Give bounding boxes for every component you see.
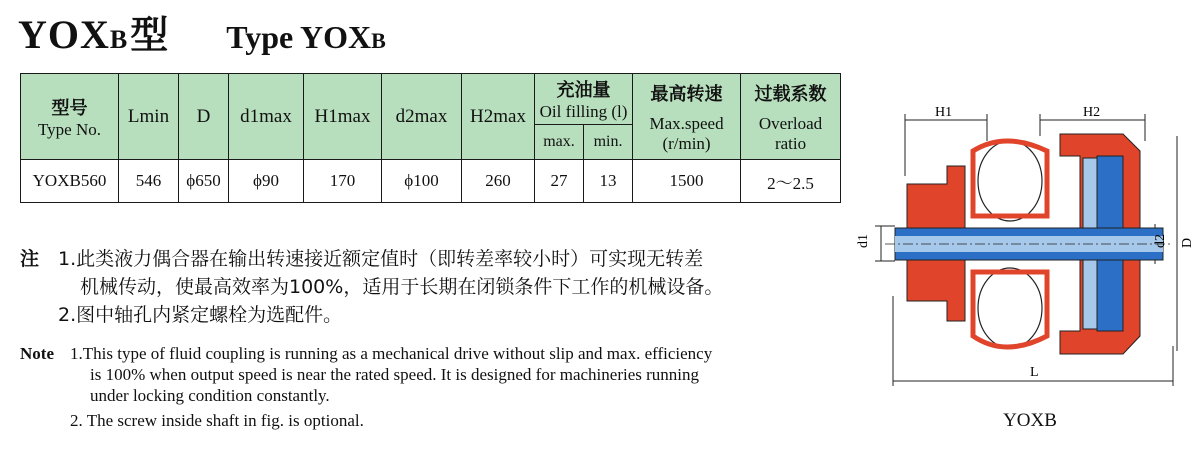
title-main: YOXB (18, 12, 129, 57)
cell-oil-max: 27 (535, 160, 584, 203)
notes-cn-line1b: 机械传动，使最高效率为100%，适用于长期在闭锁条件下工作的机械设备。 (80, 276, 724, 298)
notes-cn-line1: 1.此类液力偶合器在输出转速接近额定值时（即转差率较小时）可实现无转差 (58, 248, 704, 270)
dim-L: L (1030, 365, 1039, 380)
cell-lmin: 546 (119, 160, 179, 203)
dim-d1: d1 (856, 234, 871, 248)
cell-h2max: 260 (462, 160, 535, 203)
cell-d: ϕ650 (179, 160, 229, 203)
dim-h2: H2 (1083, 105, 1101, 120)
page-title (18, 4, 386, 57)
dim-h1: H1 (935, 105, 953, 120)
dim-D: D (1180, 237, 1195, 248)
notes-en-line1c: under locking condition constantly. (90, 386, 330, 405)
cell-speed: 1500 (633, 160, 741, 203)
notes-en-line1: 1.This type of fluid coupling is running as a mechanical drive without slip and max. efficiency (70, 344, 713, 363)
notes-english (20, 343, 712, 431)
cell-oil-min: 13 (584, 160, 633, 203)
cell-h1max: 170 (304, 160, 382, 203)
table-row (21, 160, 841, 203)
header-oil: 充油量 Oil filling (l) (535, 74, 633, 125)
header-h2max: H2max (462, 74, 535, 160)
header-d1max: d1max (229, 74, 304, 160)
notes-en-line2: 2. The screw inside shaft in fig. is optional. (70, 411, 364, 430)
header-type: 型号 Type No. (21, 74, 119, 160)
header-oil-min: min. (584, 125, 633, 160)
dim-d2: d2 (1153, 234, 1168, 248)
header-oil-max: max. (535, 125, 584, 160)
header-h1max: H1max (304, 74, 382, 160)
notes-cn-line2: 2.图中轴孔内紧定螺栓为选配件。 (58, 304, 343, 326)
cell-type: YOXB560 (21, 160, 119, 203)
notes-en-label: Note (20, 344, 54, 363)
notes-cn-label: 注 (20, 248, 40, 270)
header-lmin: Lmin (119, 74, 179, 160)
notes-chinese (20, 245, 723, 329)
figure-caption: YOXB (1003, 410, 1057, 431)
header-speed: 最高转速 Max.speed (r/min) (633, 74, 741, 160)
header-d2max: d2max (382, 74, 462, 160)
cell-d2max: ϕ100 (382, 160, 462, 203)
notes-en-line1b: is 100% when output speed is near the rated speed. It is designed for machineries running (90, 365, 700, 384)
coupling-drawing (855, 96, 1195, 416)
cell-d1max: ϕ90 (229, 160, 304, 203)
title-en: Type YOXB (226, 19, 386, 55)
spec-table (20, 73, 841, 203)
header-overload: 过载系数 Overload ratio (741, 74, 841, 160)
cell-overload: 2～2.5 (741, 160, 841, 203)
header-d: D (179, 74, 229, 160)
title-cn-suffix: 型 (130, 13, 169, 57)
